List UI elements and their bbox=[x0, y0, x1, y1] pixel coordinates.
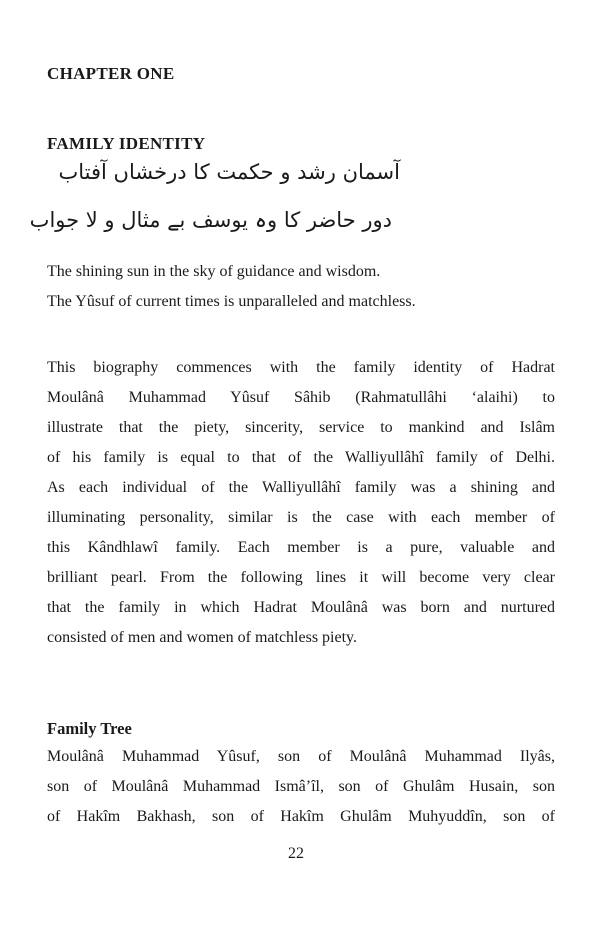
paragraph-line: As each individual of the Walliyullâhî family was a shining and bbox=[47, 479, 555, 496]
page-number: 22 bbox=[288, 845, 304, 862]
paragraph-line: consisted of men and women of matchless piety. bbox=[47, 629, 357, 646]
biography-paragraph bbox=[47, 353, 555, 653]
paragraph-line: This biography commences with the family identity of Hadrat bbox=[47, 359, 555, 376]
family-tree-text bbox=[47, 742, 555, 832]
urdu-verse-line-2: دور حاضر کا وہ یوسف بے مثال و لا جواب bbox=[29, 208, 392, 232]
family-tree-line: of Hakîm Bakhash, son of Hakîm Ghulâm Muhyuddîn, son of bbox=[47, 808, 555, 825]
translation-line: The Yûsuf of current times is unparalleled and matchless. bbox=[47, 293, 416, 310]
paragraph-line: illuminating personality, similar is the case with each member of bbox=[47, 509, 555, 526]
paragraph-line: Moulânâ Muhammad Yûsuf Sâhib (Rahmatullâhi ‘alaihi) to bbox=[47, 389, 555, 406]
translation-line: The shining sun in the sky of guidance and wisdom. bbox=[47, 263, 381, 280]
paragraph-line: brilliant pearl. From the following lines it will become very clear bbox=[47, 569, 555, 586]
paragraph-line: this Kândhlawî family. Each member is a pure, valuable and bbox=[47, 539, 555, 556]
paragraph-line: that the family in which Hadrat Moulânâ was born and nurtured bbox=[47, 599, 555, 616]
section-heading: FAMILY IDENTITY bbox=[47, 134, 206, 153]
family-tree-line: Moulânâ Muhammad Yûsuf, son of Moulânâ Muhammad Ilyâs, bbox=[47, 748, 555, 765]
family-tree-line: son of Moulânâ Muhammad Ismâ’îl, son of Ghulâm Husain, son bbox=[47, 778, 555, 795]
chapter-title: CHAPTER ONE bbox=[47, 64, 175, 83]
urdu-verse-line-1: آسمان رشد و حکمت کا درخشاں آفتاب bbox=[58, 160, 400, 184]
paragraph-line: illustrate that the piety, sincerity, service to mankind and Islâm bbox=[47, 419, 555, 436]
verse-translation bbox=[47, 257, 555, 317]
family-tree-heading: Family Tree bbox=[47, 719, 132, 738]
paragraph-line: of his family is equal to that of the Walliyullâhî family of Delhi. bbox=[47, 449, 555, 466]
